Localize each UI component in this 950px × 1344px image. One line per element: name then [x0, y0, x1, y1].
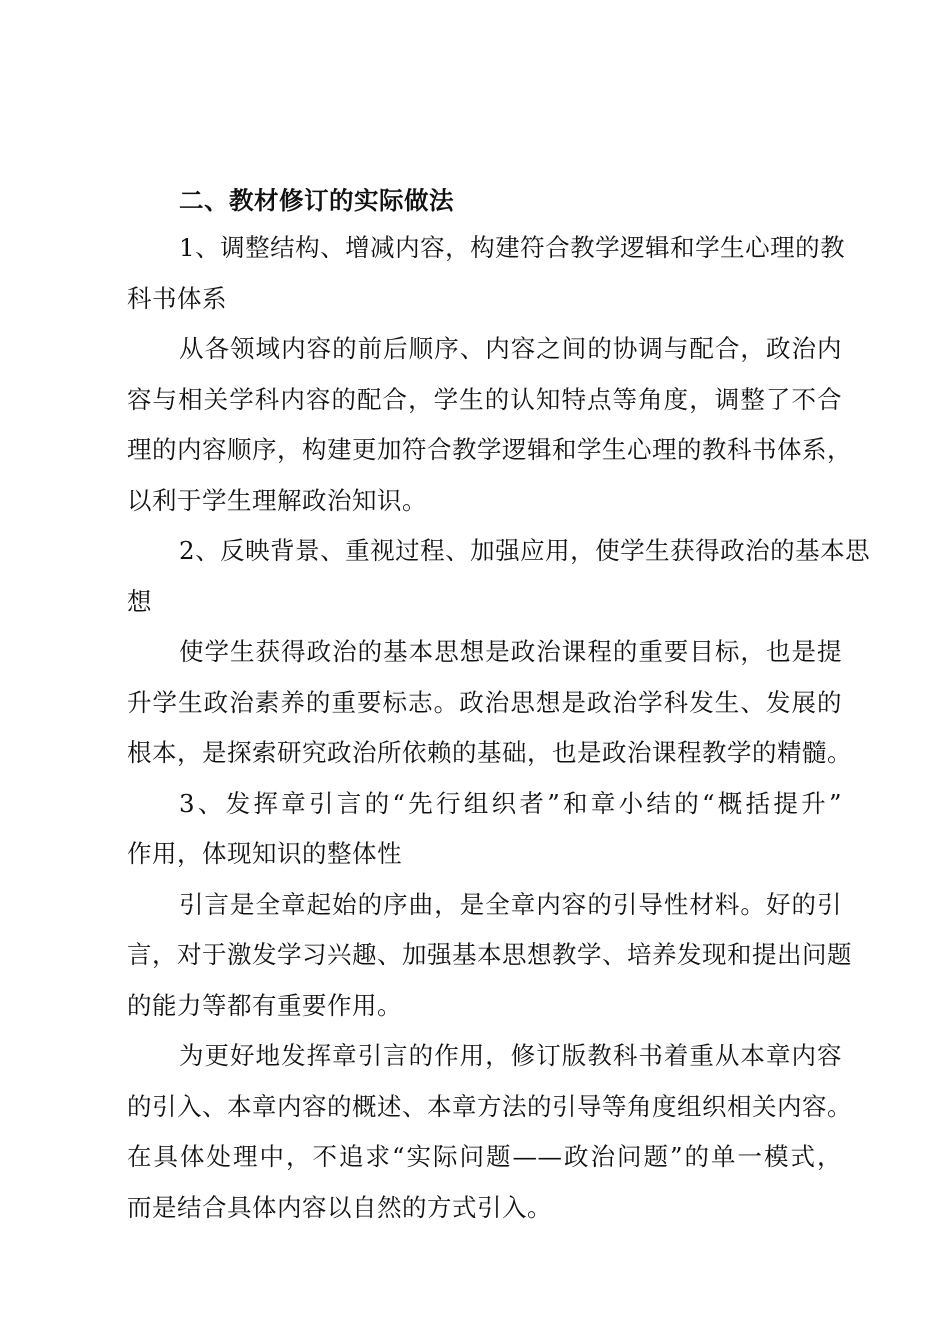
- body-paragraph: [127, 324, 852, 526]
- text-line: 想: [127, 586, 152, 616]
- text-line: 言，对于激发学习兴趣、加强基本思想教学、培养发现和提出问题: [127, 940, 852, 969]
- text-line: 1、调整结构、增减内容，构建符合教学逻辑和学生心理的教: [179, 233, 846, 262]
- text-line: 根本，是探索研究政治所依赖的基础，也是政治课程教学的精髓。: [127, 738, 852, 767]
- point-2-title: [127, 526, 871, 627]
- text-line: 作用，体现知识的整体性: [127, 839, 402, 868]
- body-paragraph: [127, 880, 852, 1032]
- document-body: [127, 178, 871, 1233]
- text-line: 升学生政治素养的重要标志。政治思想是政治学科发生、发展的: [127, 687, 842, 717]
- text-line: 理的内容顺序，构建更加符合教学逻辑和学生心理的教科书体系，: [127, 435, 852, 464]
- point-1-title: [127, 223, 846, 324]
- text-line: 从各领域内容的前后顺序、内容之间的协调与配合，政治内: [179, 334, 842, 363]
- text-line: 容与相关学科内容的配合，学生的认知特点等角度，调整了不合: [127, 384, 842, 414]
- text-line: 科书体系: [127, 283, 227, 313]
- text-line: 而是结合具体内容以自然的方式引入。: [127, 1192, 552, 1222]
- body-paragraph: [127, 627, 852, 779]
- point-3-title: [127, 779, 842, 880]
- text-line: 使学生获得政治的基本思想是政治课程的重要目标，也是提: [179, 637, 842, 666]
- text-line: 以利于学生理解政治知识。: [127, 485, 427, 515]
- text-line: 在具体处理中，不追求“实际问题——政治问题”的单一模式，: [127, 1142, 842, 1171]
- text-line: 为更好地发挥章引言的作用，修订版教科书着重从本章内容: [179, 1041, 842, 1070]
- body-paragraph: [127, 1031, 852, 1233]
- text-line: 引言是全章起始的序曲，是全章内容的引导性材料。好的引: [179, 889, 842, 919]
- section-heading: 二、教材修订的实际做法: [179, 186, 454, 215]
- text-line: 的能力等都有重要作用。: [127, 990, 402, 1020]
- text-line: 的引入、本章内容的概述、本章方法的引导等角度组织相关内容。: [127, 1091, 852, 1121]
- text-line: 3、发挥章引言的“先行组织者”和章小结的“概括提升”: [179, 788, 842, 818]
- text-line: 2、反映背景、重视过程、加强应用，使学生获得政治的基本思: [179, 536, 871, 565]
